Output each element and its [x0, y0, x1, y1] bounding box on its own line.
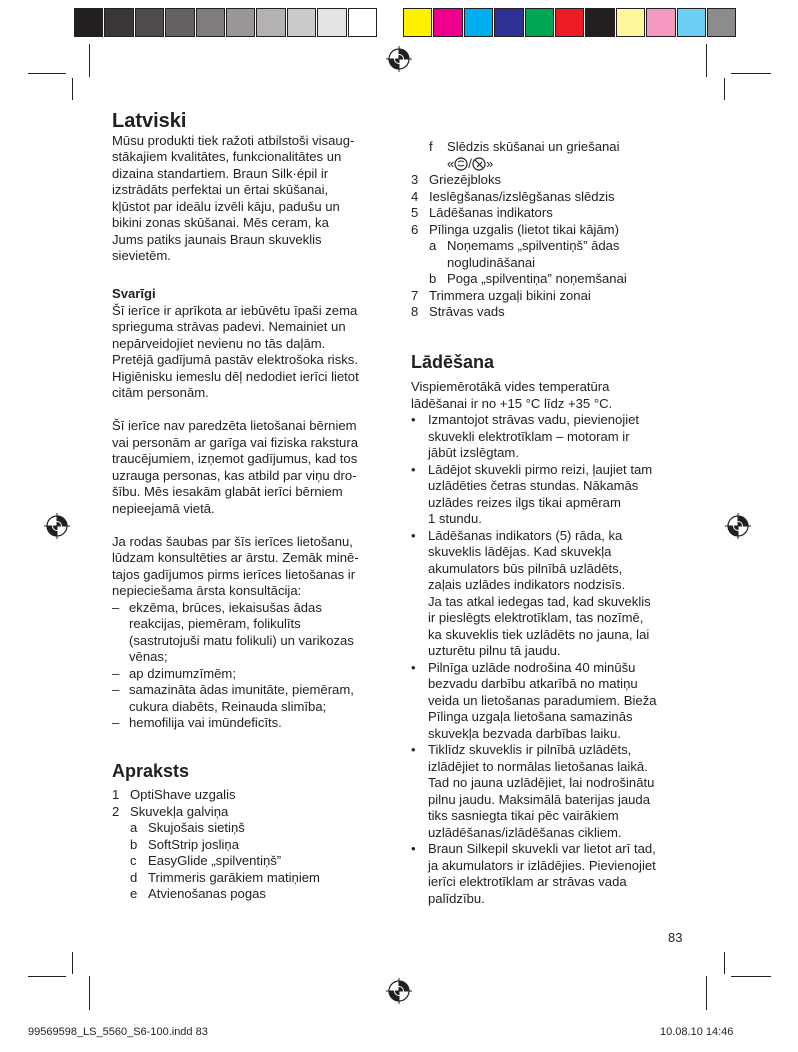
list-item-text [428, 412, 639, 462]
important-label: Svarīgi [112, 286, 156, 301]
list-item [411, 742, 701, 841]
color-swatch [104, 8, 133, 37]
text-line: jābūt izslēgtam. [428, 445, 519, 460]
intro-paragraph [112, 133, 392, 265]
text-line: nogludināšanai [447, 254, 536, 270]
list-number: d [130, 869, 138, 885]
list-number: 7 [411, 287, 419, 303]
text-line: Vispiemērotākā vides temperatūra [411, 379, 610, 394]
list-item-text [447, 271, 627, 288]
crop-mark [731, 976, 771, 977]
list-item-text: Strāvas vads [429, 304, 505, 319]
text-line: Lādējot skuvekli pirmo reizi, ļaujiet tam [428, 461, 653, 477]
shaving-mode-icon [454, 157, 468, 171]
text-line: ja akumulators ir izlādējies. Pievienojiet [428, 857, 656, 873]
text-line: uzturētu pilnu tā jaudu. [428, 643, 561, 658]
color-swatch [317, 8, 346, 37]
text-line: bikini zonas skūšanai. Mēs ceram, ka [112, 215, 329, 230]
text-line: bezvadu darbību atkarībā no matiņu [428, 676, 638, 691]
list-number: 4 [411, 188, 419, 204]
page-number: 83 [668, 930, 683, 945]
footer-datetime: 10.08.10 14:46 [660, 1026, 734, 1038]
list-item-text: Pīlinga uzgalis (lietot tikai kājām) [429, 221, 619, 237]
list-marker: • [411, 461, 416, 477]
text-line: ka skuveklis tiek uzlādēts no jauna, lai [428, 626, 650, 642]
color-swatch [707, 8, 736, 37]
color-swatch [677, 8, 706, 37]
list-item-text [129, 666, 236, 683]
footer-file: 99569598_LS_5560_S6-100.indd 83 [28, 1026, 208, 1038]
text-line: Pretējā gadījumā pastāv elektrošoka risks. [112, 352, 358, 367]
text-line: Tad no jauna uzlādējiet, lai nodrošinātu [428, 775, 655, 790]
text-line: Tiklīdz skuveklis ir pilnībā uzlādēts, [428, 742, 632, 757]
description-list [112, 787, 392, 820]
color-swatch [646, 8, 675, 37]
list-number: 3 [411, 172, 419, 187]
text-line: ap dzimumzīmēm; [129, 665, 236, 681]
text-line: cukura diabēts, Reinauda slimība; [129, 698, 327, 714]
text-line: 1 stundu. [428, 511, 482, 526]
text-line: veida un lietošanas paradumiem. Bieža [428, 692, 657, 708]
text-line: Izmantojot strāvas vadu, pievienojiet [428, 412, 640, 427]
list-item [411, 205, 701, 222]
color-swatch [616, 8, 645, 37]
list-marker: • [411, 841, 416, 856]
text-line: palīdzību. [428, 890, 485, 906]
text-line: Šī ierīce ir aprīkota ar iebūvētu īpaši zema [112, 302, 358, 318]
contraindication-list [112, 600, 392, 732]
list-letter: b [429, 271, 437, 286]
list-item-text [129, 600, 354, 666]
text-line: lūdzam konsultēties ar ārstu. Zemāk minē- [112, 550, 359, 565]
text-line: Ja rodas šaubas par šīs ierīces lietošanu, [112, 533, 353, 549]
color-swatch [403, 8, 432, 37]
crop-mark [706, 976, 707, 1010]
color-swatch [196, 8, 225, 37]
mode-symbols: « / » [447, 155, 494, 171]
list-item-text: Griezējbloks [429, 172, 502, 187]
parts-list [411, 172, 701, 238]
text-line: skuveklis lādējas. Kad skuvekļa [428, 544, 612, 559]
list-item: f Slēdzis skūšanai un griešanai [429, 139, 620, 154]
list-item-text: OptiShave uzgalis [130, 787, 236, 802]
text-line: ierīci elektrotīklam ar strāvas vada [428, 874, 627, 889]
text-line: Pilnīga uzlāde nodrošina 40 minūšu [428, 659, 636, 675]
text-line: Braun Silkepil skuvekli var lietot arī tad, [428, 841, 656, 856]
children-paragraph [112, 418, 392, 517]
text-line: pilnu jaudu. Maksimālā baterijas jauda [428, 791, 650, 807]
list-number: 1 [112, 787, 120, 802]
list-item [411, 660, 701, 743]
text-line: Higiēnisku iemeslu dēļ nedodiet ierīci lietot [112, 368, 359, 384]
list-item [411, 189, 701, 206]
list-number: 2 [112, 803, 120, 819]
list-marker: – [112, 715, 120, 730]
list-item [411, 288, 701, 305]
text-line: tiks sasniegta tikai pēc vairākiem [428, 808, 619, 823]
color-swatch [287, 8, 316, 37]
list-item [411, 238, 701, 271]
text-line: izstrādāts perfektai un ērtai skūšanai, [112, 182, 329, 197]
color-swatch [433, 8, 462, 37]
crop-mark [706, 44, 707, 77]
parts-list-end [411, 288, 701, 321]
text-line: stākajiem kvalitātes, funkcionalitātes un [112, 149, 342, 164]
text-line: reakcijas, piemēram, folikulīts [129, 616, 301, 631]
list-item-text [447, 238, 619, 271]
charging-bullets [411, 412, 701, 907]
text-line: samazināta ādas imunitāte, piemēram, [129, 682, 354, 697]
text-line: šību. Mēs iesakām glabāt ierīci bērniem [112, 484, 343, 499]
list-item [411, 528, 701, 660]
page-heading: Latviski [112, 110, 187, 132]
list-marker: • [411, 659, 416, 675]
description-sublist [112, 820, 392, 903]
color-swatch [74, 8, 103, 37]
list-item-text: Skujošais sietiņš [148, 820, 245, 835]
list-item-text [428, 742, 654, 841]
color-swatch [525, 8, 554, 37]
color-swatch [348, 8, 377, 37]
list-letter: a [429, 238, 437, 253]
list-item [112, 682, 392, 715]
list-item-text: Lādēšanas indikators [429, 205, 553, 220]
color-swatch [135, 8, 164, 37]
list-item-text [428, 528, 651, 660]
charging-heading: Lādēšana [411, 351, 495, 372]
text-line: izlādējiet to normālas lietošanas laikā. [428, 758, 648, 774]
text-line: traucējumiem, izņemot gadījumus, kad tos [112, 451, 358, 466]
list-item-text: SoftStrip josliņa [148, 836, 239, 852]
list-item [411, 412, 701, 462]
crop-mark [28, 73, 66, 74]
text-line: Noņemams „spilventiņš” ādas [447, 238, 620, 253]
list-number: e [130, 886, 138, 901]
list-item-text: EasyGlide „spilventiņš” [148, 853, 282, 868]
list-number: b [130, 836, 138, 852]
text-line: lādēšanai ir no +15 °C līdz +35 °C. [411, 395, 613, 411]
list-marker: • [411, 527, 416, 543]
text-line: nepieciešama ārsta konsultācija: [112, 583, 302, 598]
list-item [112, 886, 392, 903]
text-line: uzlādēties četras stundas. Nākamās [428, 478, 639, 493]
text-line: vai personām ar garīga vai fiziska rakstura [112, 434, 358, 450]
left-column [112, 110, 392, 903]
crop-mark [724, 952, 725, 974]
list-number: 6 [411, 221, 419, 237]
list-item [112, 870, 392, 887]
process-color-bar [403, 8, 737, 37]
important-paragraph [112, 303, 392, 402]
list-number: 5 [411, 205, 419, 220]
list-marker: – [112, 665, 120, 681]
text-line: vēnas; [129, 649, 168, 664]
crop-mark [28, 976, 66, 977]
list-item [411, 222, 701, 239]
list-item [112, 853, 392, 870]
list-item [112, 820, 392, 837]
list-item-text: Ieslēgšanas/izslēgšanas slēdzis [429, 188, 615, 204]
text-line: akumulators būs pilnībā uzlādēts, [428, 560, 623, 576]
list-item-text [129, 682, 354, 715]
list-number: 8 [411, 304, 419, 319]
text-line: Šī ierīce nav paredzēta lietošanai bērniem [112, 418, 357, 433]
text-line: citām personām. [112, 385, 209, 400]
text-line: hemofilija vai imūndeficīts. [129, 715, 282, 730]
list-marker: – [112, 682, 120, 697]
list-item-text: Trimmera uzgaļi bikini zonai [429, 287, 591, 303]
color-swatch [256, 8, 285, 37]
description-heading: Apraksts [112, 760, 190, 781]
text-line: Mūsu produkti tiek ražoti atbilstoši visaug- [112, 132, 355, 148]
text-line: Jums patiks jaunais Braun skuveklis [112, 231, 322, 247]
text-line: Pīlinga uzgaļa lietošana samazinās [428, 709, 633, 724]
registration-mark-icon [44, 513, 70, 539]
list-item-text: Atvienošanas pogas [148, 886, 266, 901]
text-line: ir pieslēgts elektrotīklam, tas nozīmē, [428, 610, 644, 625]
text-line: uzlādēšanas/izlādēšanas cikliem. [428, 824, 622, 840]
text-line: ekzēma, brūces, iekaisušas ādas [129, 599, 322, 615]
registration-mark-icon [725, 513, 751, 539]
list-item [112, 837, 392, 854]
text-line: kļūstot par ideālu izvēli kāju, padušu un [112, 198, 340, 214]
text-line: tajos gadījumos pirms ierīces lietošanas ir [112, 566, 356, 582]
list-item [411, 271, 701, 288]
list-item [112, 666, 392, 683]
list-item-text: Trimmeris garākiem matiņiem [148, 869, 320, 885]
list-item [112, 715, 392, 732]
list-item-text: Skuvekļa galviņa [130, 803, 229, 819]
list-marker: • [411, 412, 416, 427]
list-item-text [428, 660, 657, 743]
doctor-paragraph [112, 534, 392, 600]
text-line: Lādēšanas indikators (5) rāda, ka [428, 527, 623, 543]
crop-mark [89, 44, 90, 77]
crop-mark [89, 976, 90, 1010]
crop-mark [731, 73, 771, 74]
text-line: Poga „spilventiņa” noņemšanai [447, 271, 627, 286]
text-line: nepārveidojiet nevienu no tās daļām. [112, 335, 326, 351]
color-swatch [226, 8, 255, 37]
color-swatch [585, 8, 614, 37]
list-item [411, 462, 701, 528]
list-number: a [130, 820, 138, 835]
list-marker: – [112, 599, 120, 615]
text-line: skuvekļa bezvada darbības laiku. [428, 725, 621, 741]
list-item [411, 841, 701, 907]
list-item [112, 804, 392, 821]
text-line: uzrauga personas, kas atbild par viņu dro- [112, 467, 357, 483]
color-swatch [464, 8, 493, 37]
registration-mark-icon [386, 978, 412, 1004]
list-item [112, 787, 392, 804]
registration-mark-icon [386, 46, 412, 72]
color-swatch [555, 8, 584, 37]
color-swatch [494, 8, 523, 37]
text-line: skuvekli elektrotīklam – motoram ir [428, 428, 630, 444]
text-line: uzlādes reizes ilgs tikai apmēram [428, 494, 621, 510]
right-column [411, 139, 701, 907]
grayscale-color-bar [74, 8, 378, 37]
text-line: Ja tas atkal iedegas tad, kad skuveklis [428, 593, 651, 609]
list-item [411, 172, 701, 189]
text-line: sprieguma strāvas padevi. Nemainiet un [112, 319, 346, 334]
text-line: zaļais uzlādes indikators nodzisīs. [428, 577, 626, 592]
list-number: c [130, 853, 137, 868]
trimming-mode-icon [472, 157, 486, 171]
list-item-text [428, 462, 652, 528]
list-item [112, 600, 392, 666]
text-line: (sastrutojuši matu folikuli) un varikozas [129, 632, 354, 648]
text-line: sievietēm. [112, 248, 171, 263]
charging-intro [411, 379, 701, 412]
crop-mark [724, 78, 725, 100]
list-marker: • [411, 742, 416, 757]
list-item [411, 304, 701, 321]
text-line: dizaina standartiem. Braun Silk·épil ir [112, 165, 329, 181]
color-swatch [165, 8, 194, 37]
text-line: nepieejamā vietā. [112, 500, 215, 516]
list-item-text [428, 841, 656, 907]
list-item-text [129, 715, 282, 732]
crop-mark [72, 78, 73, 100]
parts-sublist [411, 238, 701, 288]
crop-mark [72, 952, 73, 974]
